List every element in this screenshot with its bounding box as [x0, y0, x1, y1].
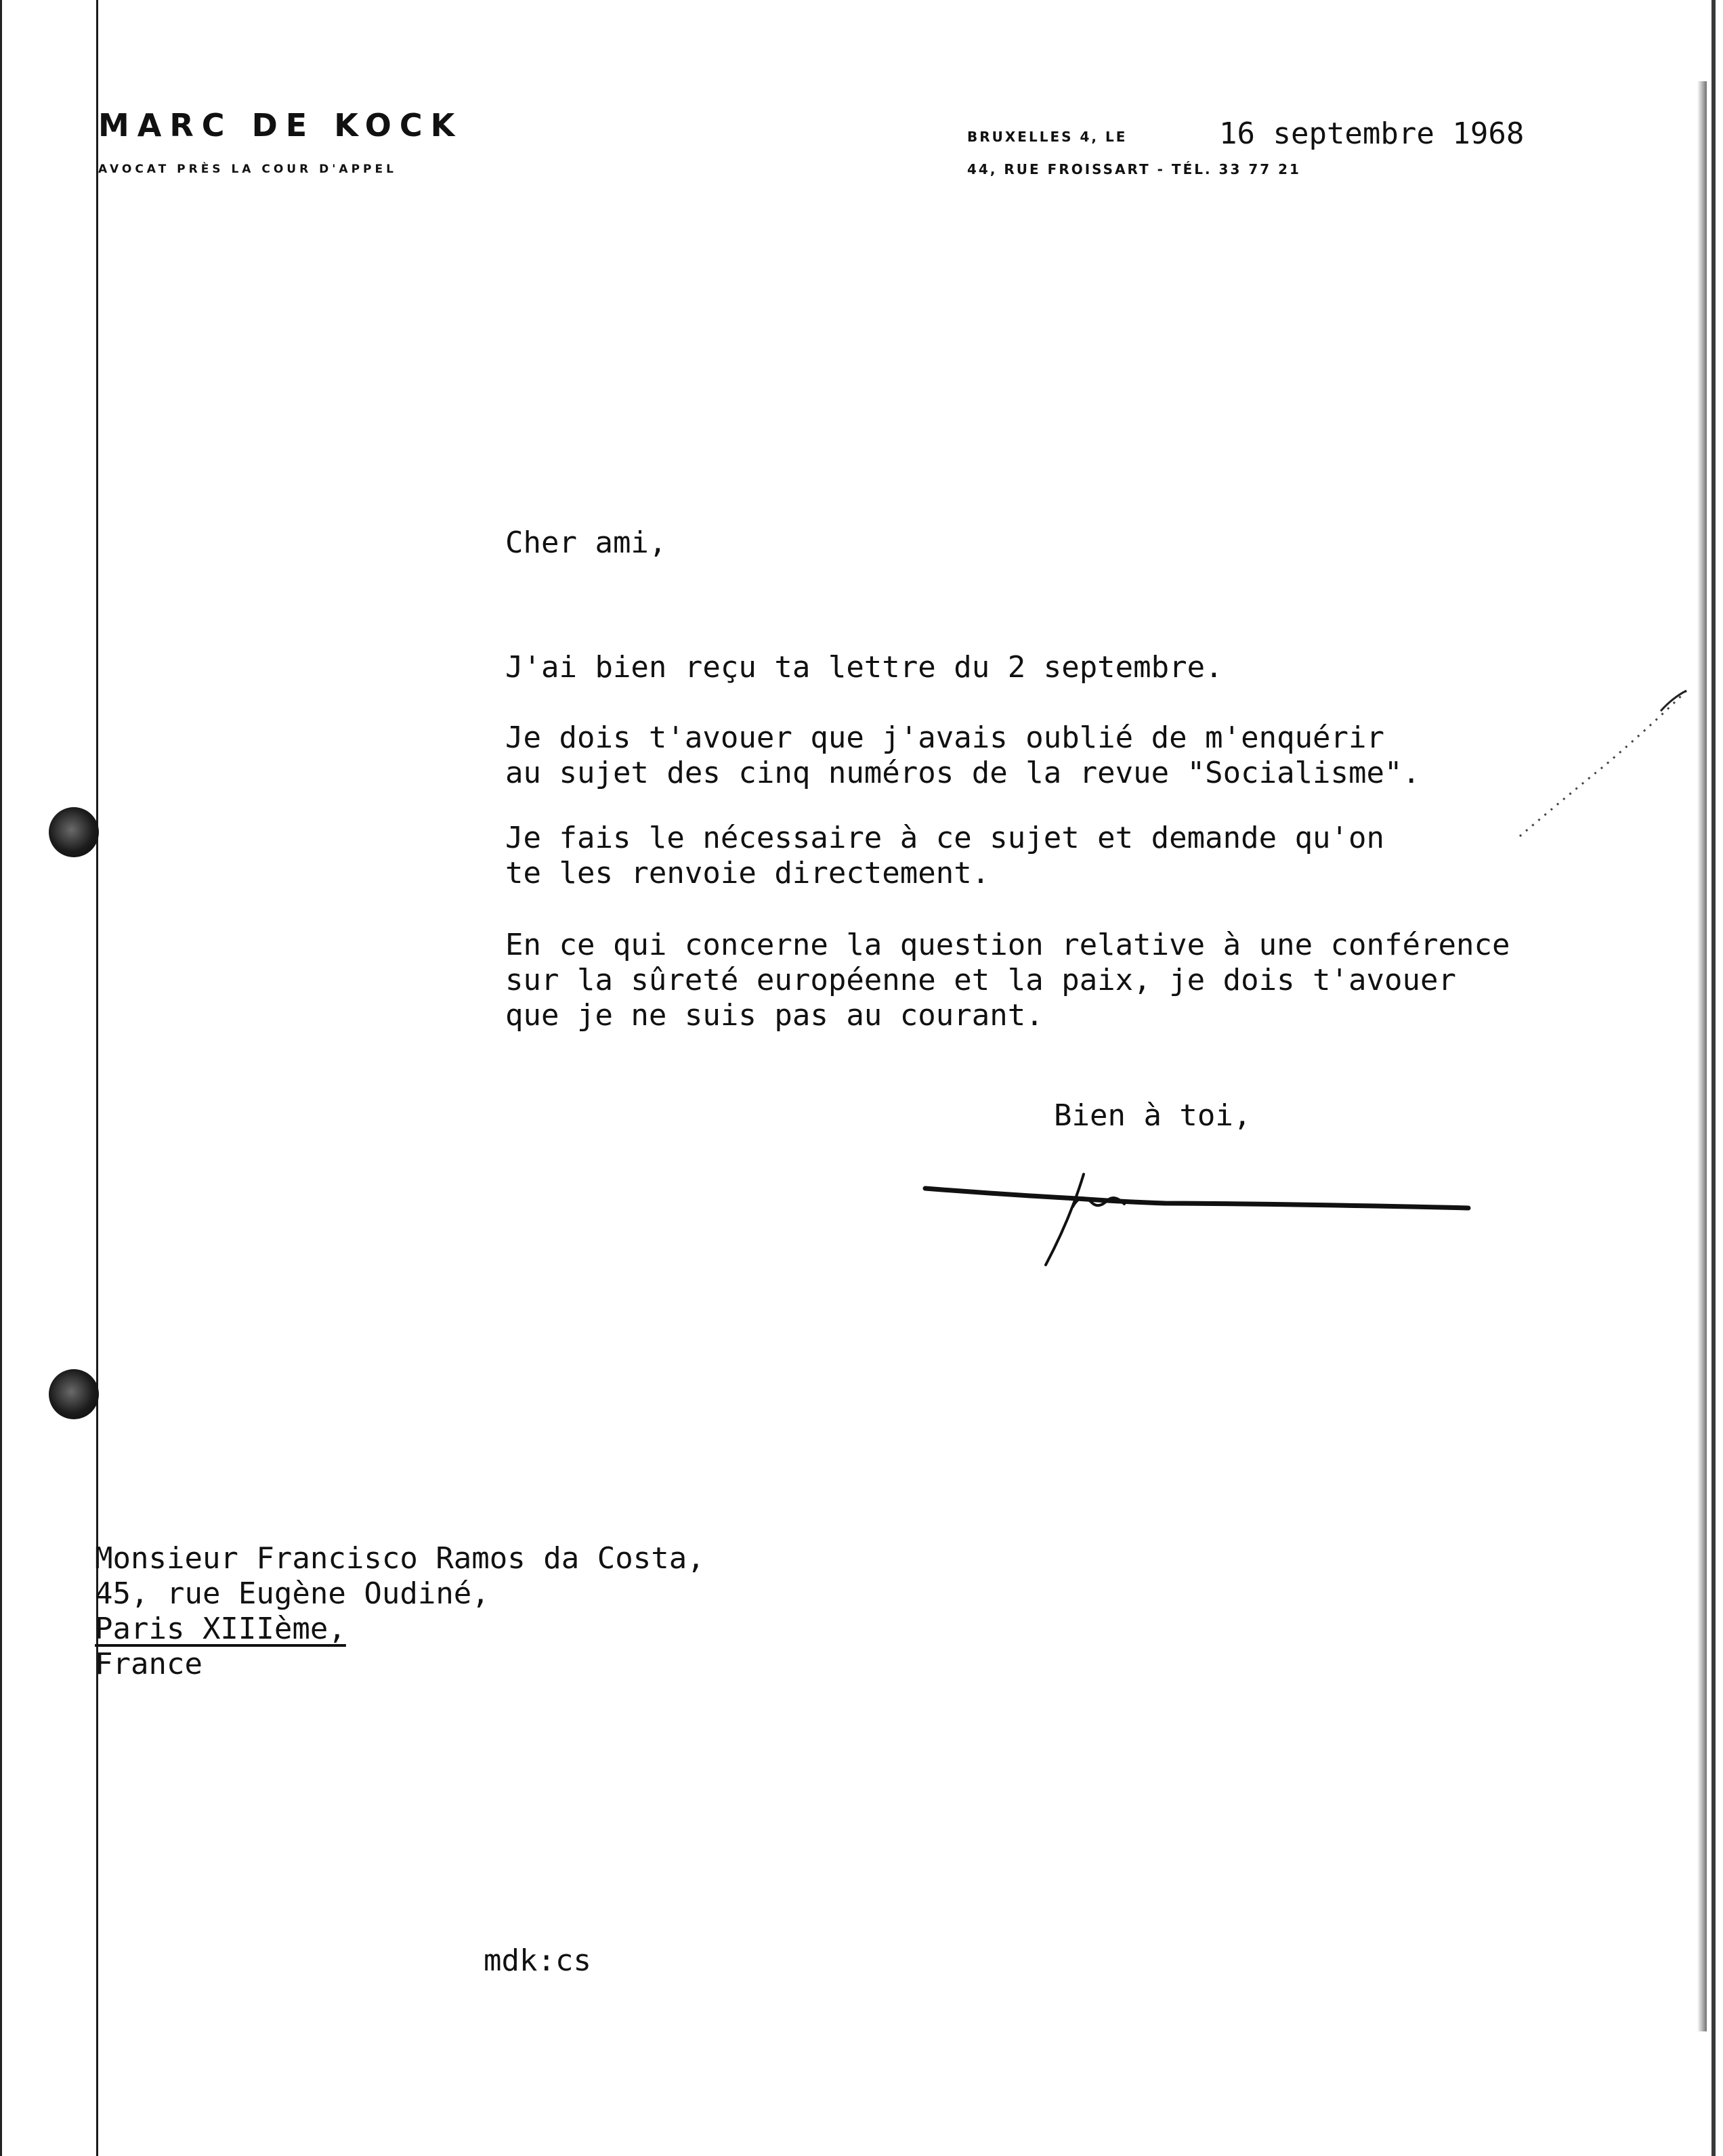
recipient-line-2: 45, rue Eugène Oudiné,	[95, 1576, 490, 1611]
paragraph-3: Je fais le nécessaire à ce sujet et demande qu'on te les renvoie directement.	[505, 821, 1385, 890]
handwritten-signature	[921, 1165, 1483, 1273]
paragraph-2: Je dois t'avouer que j'avais oublié de m'enquérir au sujet des cinq numéros de la revue "Socialisme".	[505, 720, 1421, 790]
letterhead-name: MARC DE KOCK	[98, 107, 463, 144]
reference-initials: mdk:cs	[484, 1943, 591, 1978]
punch-hole-upper	[49, 807, 99, 857]
scan-edge-right	[1711, 0, 1716, 2156]
paragraph-1: J'ai bien reçu ta lettre du 2 septembre.	[505, 650, 1223, 685]
recipient-line-1: Monsieur Francisco Ramos da Costa,	[95, 1541, 705, 1576]
letterhead-title: AVOCAT PRÈS LA COUR D'APPEL	[98, 163, 397, 176]
scan-shadow-right	[1697, 81, 1707, 2031]
recipient-line-3: Paris XIIIème,	[95, 1612, 346, 1646]
letterhead-address: 44, RUE FROISSART - TÉL. 33 77 21	[967, 161, 1301, 177]
letter-date: 16 septembre 1968	[1219, 116, 1525, 151]
punch-hole-lower	[49, 1369, 99, 1419]
recipient-line-4: France	[95, 1647, 203, 1681]
letterhead-city: BRUXELLES 4, LE	[967, 129, 1128, 145]
margin-pen-stroke	[1483, 684, 1700, 846]
closing: Bien à toi,	[1054, 1098, 1252, 1133]
margin-rule	[96, 0, 98, 2156]
scan-edge-left	[0, 0, 2, 2156]
recipient-address	[95, 1541, 705, 1682]
paragraph-4: En ce qui concerne la question relative à une conférence sur la sûreté européenne et la paix, je dois t'avouer que je ne suis pas au courant.	[505, 928, 1510, 1033]
greeting: Cher ami,	[505, 525, 667, 560]
